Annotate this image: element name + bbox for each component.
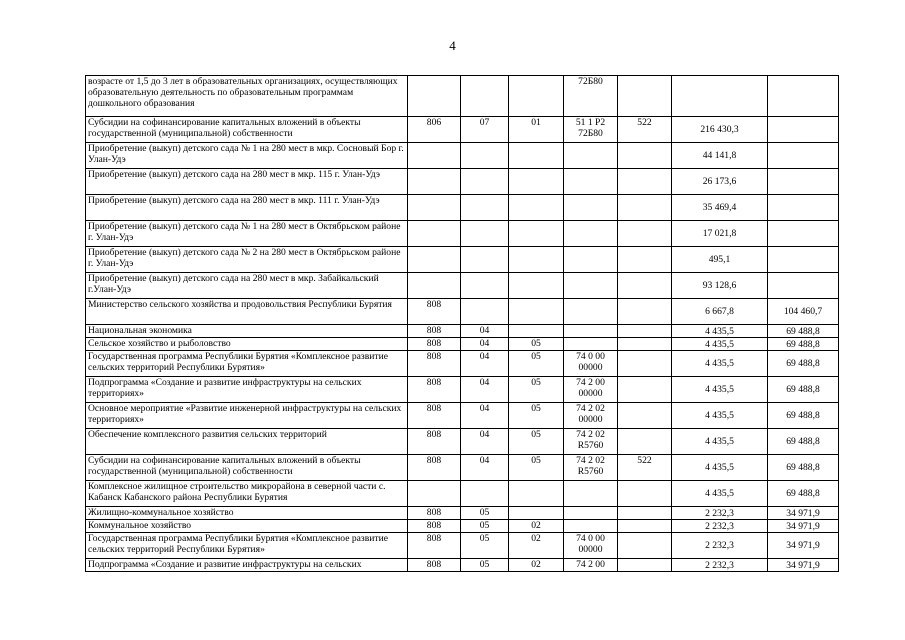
pr-cell — [509, 299, 564, 325]
amount-cell: 4 435,5 — [672, 403, 768, 429]
ved-cell: 808 — [408, 377, 461, 403]
rz-cell: 04 — [461, 338, 509, 351]
amount-next-cell: 69 488,8 — [768, 455, 839, 481]
amount-cell — [672, 76, 768, 117]
rz-cell: 07 — [461, 117, 509, 143]
rz-cell: 05 — [461, 520, 509, 533]
amount-cell: 93 128,6 — [672, 273, 768, 299]
ved-cell: 808 — [408, 520, 461, 533]
rz-cell: 05 — [461, 559, 509, 572]
name-cell: Субсидии на софинансирование капитальных вложений в объекты государственной (муниципальной) собственности — [86, 455, 408, 481]
rz-cell — [461, 195, 509, 221]
amount-next-cell: 34 971,9 — [768, 520, 839, 533]
name-cell: Подпрограмма «Создание и развитие инфраструктуры на сельских — [86, 559, 408, 572]
amount-next-cell: 69 488,8 — [768, 351, 839, 377]
vr-cell — [618, 403, 672, 429]
rz-cell — [461, 169, 509, 195]
csr-cell — [564, 247, 618, 273]
name-cell: Государственная программа Республики Бурятия «Комплексное развитие сельских территорий Республики Бурятия» — [86, 351, 408, 377]
pr-cell: 05 — [509, 429, 564, 455]
page-number: 4 — [449, 38, 456, 53]
csr-cell: 74 2 00 — [564, 559, 618, 572]
pr-cell: 05 — [509, 351, 564, 377]
ved-cell — [408, 481, 461, 507]
amount-cell: 4 435,5 — [672, 429, 768, 455]
amount-next-cell — [768, 76, 839, 117]
table-row — [86, 429, 839, 455]
amount-next-cell — [768, 247, 839, 273]
vr-cell — [618, 520, 672, 533]
rz-cell — [461, 247, 509, 273]
rz-cell — [461, 143, 509, 169]
ved-cell — [408, 143, 461, 169]
table-row — [86, 377, 839, 403]
ved-cell — [408, 195, 461, 221]
rz-cell: 04 — [461, 455, 509, 481]
name-cell: Национальная экономика — [86, 325, 408, 338]
budget-table — [85, 75, 839, 572]
amount-cell: 216 430,3 — [672, 117, 768, 143]
amount-cell: 4 435,5 — [672, 351, 768, 377]
amount-cell: 26 173,6 — [672, 169, 768, 195]
csr-cell — [564, 507, 618, 520]
amount-next-cell — [768, 195, 839, 221]
table-row — [86, 559, 839, 572]
table-row — [86, 455, 839, 481]
pr-cell — [509, 143, 564, 169]
ved-cell: 806 — [408, 117, 461, 143]
csr-cell — [564, 520, 618, 533]
vr-cell — [618, 273, 672, 299]
amount-cell: 4 435,5 — [672, 338, 768, 351]
pr-cell — [509, 195, 564, 221]
amount-cell: 495,1 — [672, 247, 768, 273]
csr-cell — [564, 481, 618, 507]
name-cell: возрасте от 1,5 до 3 лет в образовательных организациях, осуществляющих образовательную деятельность по образовательным программам дошкольного образования — [86, 76, 408, 117]
amount-next-cell: 69 488,8 — [768, 403, 839, 429]
amount-cell: 2 232,3 — [672, 559, 768, 572]
pr-cell — [509, 507, 564, 520]
vr-cell — [618, 559, 672, 572]
vr-cell: 522 — [618, 117, 672, 143]
ved-cell — [408, 76, 461, 117]
rz-cell: 04 — [461, 429, 509, 455]
pr-cell — [509, 273, 564, 299]
table-row — [86, 520, 839, 533]
table-row — [86, 507, 839, 520]
amount-cell: 6 667,8 — [672, 299, 768, 325]
vr-cell — [618, 338, 672, 351]
vr-cell — [618, 195, 672, 221]
csr-cell: 74 0 00 00000 — [564, 533, 618, 559]
csr-cell: 72Б80 — [564, 76, 618, 117]
pr-cell: 02 — [509, 533, 564, 559]
vr-cell — [618, 481, 672, 507]
vr-cell — [618, 299, 672, 325]
ved-cell: 808 — [408, 351, 461, 377]
name-cell: Государственная программа Республики Бурятия «Комплексное развитие сельских территорий Республики Бурятия» — [86, 533, 408, 559]
name-cell: Приобретение (выкуп) детского сада на 280 мест в мкр. 111 г. Улан-Удэ — [86, 195, 408, 221]
amount-next-cell — [768, 221, 839, 247]
csr-cell: 74 0 00 00000 — [564, 351, 618, 377]
pr-cell: 05 — [509, 338, 564, 351]
amount-cell: 4 435,5 — [672, 377, 768, 403]
amount-cell: 4 435,5 — [672, 325, 768, 338]
amount-next-cell: 69 488,8 — [768, 377, 839, 403]
table-row — [86, 169, 839, 195]
table-row — [86, 338, 839, 351]
amount-next-cell — [768, 169, 839, 195]
pr-cell — [509, 325, 564, 338]
rz-cell — [461, 481, 509, 507]
ved-cell: 808 — [408, 299, 461, 325]
vr-cell — [618, 429, 672, 455]
ved-cell — [408, 273, 461, 299]
ved-cell: 808 — [408, 429, 461, 455]
ved-cell — [408, 247, 461, 273]
name-cell: Приобретение (выкуп) детского сада № 2 на 280 мест в Октябрьском районе г. Улан-Удэ — [86, 247, 408, 273]
table-row — [86, 299, 839, 325]
ved-cell: 808 — [408, 533, 461, 559]
rz-cell — [461, 76, 509, 117]
vr-cell — [618, 325, 672, 338]
vr-cell — [618, 507, 672, 520]
amount-next-cell: 69 488,8 — [768, 338, 839, 351]
vr-cell — [618, 76, 672, 117]
pr-cell — [509, 481, 564, 507]
csr-cell — [564, 299, 618, 325]
pr-cell — [509, 169, 564, 195]
csr-cell: 74 2 02 R5760 — [564, 429, 618, 455]
table-row — [86, 247, 839, 273]
table-row — [86, 221, 839, 247]
ved-cell: 808 — [408, 559, 461, 572]
name-cell: Министерство сельского хозяйства и продовольствия Республики Бурятия — [86, 299, 408, 325]
amount-cell: 4 435,5 — [672, 455, 768, 481]
name-cell: Жилищно-коммунальное хозяйство — [86, 507, 408, 520]
table-row — [86, 325, 839, 338]
name-cell: Комплексное жилищное строительство микрорайона в северной части с. Кабанск Кабанского района Республики Бурятия — [86, 481, 408, 507]
rz-cell — [461, 273, 509, 299]
csr-cell — [564, 273, 618, 299]
rz-cell: 05 — [461, 507, 509, 520]
name-cell: Субсидии на софинансирование капитальных вложений в объекты государственной (муниципальной) собственности — [86, 117, 408, 143]
pr-cell: 02 — [509, 520, 564, 533]
name-cell: Обеспечение комплексного развития сельских территорий — [86, 429, 408, 455]
amount-next-cell: 69 488,8 — [768, 325, 839, 338]
amount-next-cell: 34 971,9 — [768, 559, 839, 572]
pr-cell — [509, 247, 564, 273]
table-row — [86, 351, 839, 377]
amount-cell: 2 232,3 — [672, 520, 768, 533]
vr-cell — [618, 169, 672, 195]
vr-cell — [618, 221, 672, 247]
amount-next-cell — [768, 273, 839, 299]
rz-cell: 04 — [461, 351, 509, 377]
amount-next-cell — [768, 117, 839, 143]
pr-cell: 05 — [509, 377, 564, 403]
amount-next-cell: 34 971,9 — [768, 533, 839, 559]
csr-cell — [564, 143, 618, 169]
ved-cell — [408, 221, 461, 247]
csr-cell — [564, 169, 618, 195]
amount-cell: 4 435,5 — [672, 481, 768, 507]
csr-cell: 51 1 Р2 72Б80 — [564, 117, 618, 143]
pr-cell: 01 — [509, 117, 564, 143]
vr-cell — [618, 247, 672, 273]
name-cell: Приобретение (выкуп) детского сада № 1 на 280 мест в мкр. Сосновый Бор г. Улан-Удэ — [86, 143, 408, 169]
pr-cell — [509, 76, 564, 117]
pr-cell: 02 — [509, 559, 564, 572]
amount-next-cell — [768, 143, 839, 169]
csr-cell — [564, 195, 618, 221]
table-row — [86, 403, 839, 429]
ved-cell: 808 — [408, 403, 461, 429]
vr-cell — [618, 143, 672, 169]
table-row — [86, 273, 839, 299]
table-row — [86, 481, 839, 507]
amount-next-cell: 69 488,8 — [768, 429, 839, 455]
rz-cell: 04 — [461, 377, 509, 403]
pr-cell: 05 — [509, 403, 564, 429]
csr-cell: 74 2 02 R5760 — [564, 455, 618, 481]
csr-cell: 74 2 00 00000 — [564, 377, 618, 403]
table-row — [86, 117, 839, 143]
table-row — [86, 533, 839, 559]
ved-cell: 808 — [408, 325, 461, 338]
ved-cell — [408, 169, 461, 195]
name-cell: Основное мероприятие «Развитие инженерной инфраструктуры на сельских территориях» — [86, 403, 408, 429]
budget-table-body — [86, 76, 839, 572]
vr-cell — [618, 351, 672, 377]
csr-cell — [564, 338, 618, 351]
amount-cell: 35 469,4 — [672, 195, 768, 221]
csr-cell: 74 2 02 00000 — [564, 403, 618, 429]
pr-cell: 05 — [509, 455, 564, 481]
ved-cell: 808 — [408, 507, 461, 520]
amount-next-cell: 104 460,7 — [768, 299, 839, 325]
name-cell: Подпрограмма «Создание и развитие инфраструктуры на сельских территориях» — [86, 377, 408, 403]
rz-cell: 04 — [461, 325, 509, 338]
csr-cell — [564, 325, 618, 338]
table-row — [86, 195, 839, 221]
amount-cell: 17 021,8 — [672, 221, 768, 247]
vr-cell: 522 — [618, 455, 672, 481]
csr-cell — [564, 221, 618, 247]
name-cell: Приобретение (выкуп) детского сада на 280 мест в мкр. 115 г. Улан-Удэ — [86, 169, 408, 195]
amount-cell: 44 141,8 — [672, 143, 768, 169]
name-cell: Приобретение (выкуп) детского сада № 1 на 280 мест в Октябрьском районе г. Улан-Удэ — [86, 221, 408, 247]
amount-cell: 2 232,3 — [672, 533, 768, 559]
vr-cell — [618, 533, 672, 559]
rz-cell — [461, 221, 509, 247]
rz-cell: 05 — [461, 533, 509, 559]
table-row — [86, 143, 839, 169]
rz-cell: 04 — [461, 403, 509, 429]
table-row — [86, 76, 839, 117]
ved-cell: 808 — [408, 455, 461, 481]
amount-cell: 2 232,3 — [672, 507, 768, 520]
ved-cell: 808 — [408, 338, 461, 351]
amount-next-cell: 69 488,8 — [768, 481, 839, 507]
name-cell: Приобретение (выкуп) детского сада на 280 мест в мкр. Забайкальский г.Улан-Удэ — [86, 273, 408, 299]
amount-next-cell: 34 971,9 — [768, 507, 839, 520]
vr-cell — [618, 377, 672, 403]
name-cell: Коммунальное хозяйство — [86, 520, 408, 533]
pr-cell — [509, 221, 564, 247]
rz-cell — [461, 299, 509, 325]
name-cell: Сельское хозяйство и рыболовство — [86, 338, 408, 351]
